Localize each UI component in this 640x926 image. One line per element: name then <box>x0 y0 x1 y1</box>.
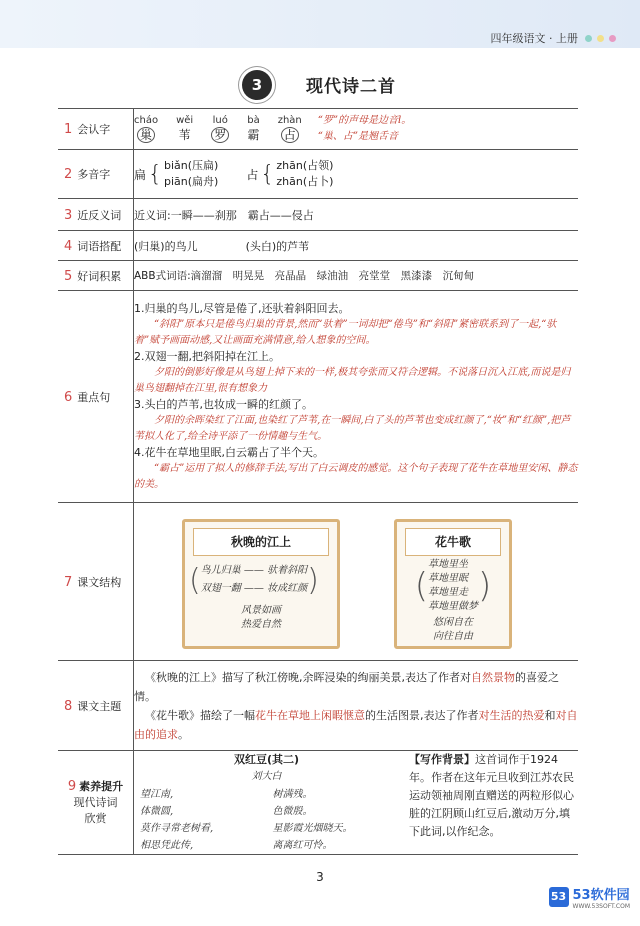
table-row <box>58 261 578 291</box>
table-row <box>58 231 578 261</box>
color-dot <box>585 35 592 42</box>
row-content: (归巢)的鸟儿 (头白)的芦苇 <box>134 231 579 261</box>
table-row <box>58 199 578 231</box>
row-content <box>134 503 579 661</box>
row-label: 1 会认字 <box>58 109 134 150</box>
key-sentence: 2.双翅一翻,把斜阳掉在江上。 <box>134 349 280 363</box>
logo-name: 53软件园 <box>572 888 630 903</box>
writing-background: 【写作背景】这首词作于1924年。作者在这年元旦收到江苏农民运动领袖周刚直赠送的两粒形似心脏的江阴顾山红豆后,激动万分,填下此词,以作纪念。 <box>409 753 574 838</box>
poem-title: 双红豆(其二) <box>233 753 300 766</box>
table-row <box>58 751 578 855</box>
structure-box-1: 秋晚的江上 ( 鸟儿归巢 —— 驮着斜阳 双翅一翻 —— 妆成红颜 ) 风景如画 热爱自然 <box>182 519 340 649</box>
watermark-logo <box>549 884 630 910</box>
poem-author: 刘大白 <box>251 771 282 782</box>
handwritten-note: “斜阳”原本只是倦鸟归巢的背景,然而“驮着”一词却把“倦鸟”和“斜阳”紧密联系到了一起,“驮着”赋予画面动感,又让画面充满情意,给人想象的空间。 <box>134 318 557 346</box>
row-label: 8 课文主题 <box>58 661 134 751</box>
row-label: 5 好词积累 <box>58 261 134 291</box>
key-sentence: 1.归巢的鸟儿,尽管是倦了,还驮着斜阳回去。 <box>134 301 350 315</box>
row-label: 9 素养提升 现代诗词 欣赏 <box>58 751 134 855</box>
page-number: 3 <box>316 870 324 884</box>
structure-box-2: 花牛歌 ( 草地里坐 草地里眠 草地里走 草地里做梦 ) 悠闲自在 向往自由 <box>394 519 512 649</box>
table-row <box>58 661 578 751</box>
handwritten-note: “霸占”运用了拟人的修辞手法,写出了白云调皮的感觉。这个句子表现了花牛在草地里安闲、静态的美。 <box>134 462 578 490</box>
key-sentence: 3.头白的芦苇,也妆成一瞬的红颜了。 <box>134 397 313 411</box>
row-label: 7 课文结构 <box>58 503 134 661</box>
row-label: 3 近反义词 <box>58 199 134 231</box>
page-title: 现代诗二首 <box>306 77 396 97</box>
lesson-number: 3 <box>242 70 272 100</box>
row-label: 2 多音字 <box>58 150 134 199</box>
logo-url: WWW.53SOFT.COM <box>572 903 630 910</box>
handwritten-note: “罗”的声母是边音l。 <box>317 115 412 126</box>
table-row <box>58 150 578 199</box>
box-title: 秋晚的江上 <box>193 528 329 556</box>
table-row <box>58 109 578 150</box>
row-content <box>134 109 579 150</box>
key-sentence: 4.花牛在草地里眠,白云霸占了半个天。 <box>134 445 324 459</box>
lesson-table <box>58 108 578 855</box>
color-dot <box>597 35 604 42</box>
row-content <box>134 291 579 503</box>
row-content: ABB式词语:滴溜溜 明晃晃 亮晶晶 绿油油 亮堂堂 黑漆漆 沉甸甸 <box>134 261 579 291</box>
handwritten-note: 夕阳的余晖染红了江面,也染红了芦苇,在一瞬间,白了头的芦苇也变成红颜了,“妆”和“红颜”,把芦苇拟人化了,给全诗平添了一份情趣与生气。 <box>134 414 571 442</box>
grade-label: 四年级语文 · 上册 <box>490 32 578 45</box>
handwritten-note: 夕阳的倒影好像是从鸟翅上掉下来的一样,极其夸张而又符合逻辑。不说落日沉入江底,而说是归巢鸟翅翻掉在江里,很有想象力 <box>134 366 571 394</box>
row-content: 双红豆(其二) 刘大白 望江南, 树满残。 体微圆, 色微殷。 莫作寻常老树看, 星影霞光烟晓天。 相思凭此传, 离离红可怜。 【写作背景】这首词作于1924年。作者在这年元旦收到江苏农民运动领袖周刚直赠送的两粒形似心脏的江阴顾山红豆后,激动万分,填下此词,以作纪念。 <box>134 751 579 855</box>
box-title: 花牛歌 <box>405 528 501 556</box>
logo-mark: 53 <box>549 887 569 907</box>
handwritten-note: “巢、占”是翘舌音 <box>317 131 398 142</box>
row-content: 《秋晚的江上》描写了秋江傍晚,余晖浸染的绚丽美景,表达了作者对自然景物的喜爱之情。 《花牛歌》描绘了一幅花牛在草地上闲暇惬意的生活图景,表达了作者对生活的热爱和对自由的追求。 <box>134 661 579 751</box>
table-row <box>58 503 578 661</box>
row-label: 6 重点句 <box>58 291 134 503</box>
row-content: 近义词:一瞬——刹那 霸占——侵占 <box>134 199 579 231</box>
row-content: 扁 { biǎn(压扁) piān(扁舟) 占 { zhān(占领) zhān(占卜) <box>134 150 579 199</box>
row-label: 4 词语搭配 <box>58 231 134 261</box>
char-list: cháo 巢 wěi 苇 luó 罗 bà 霸 zhàn 占 <box>134 115 302 142</box>
table-row <box>58 291 578 503</box>
color-dot <box>609 35 616 42</box>
